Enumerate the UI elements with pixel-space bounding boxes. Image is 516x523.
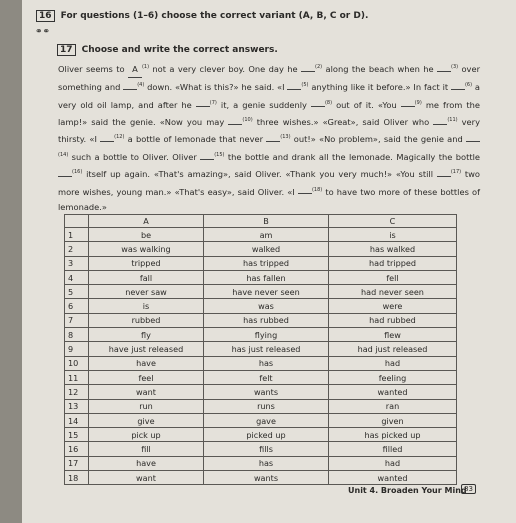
story-text: down. «What is this?» he said. «I	[144, 82, 288, 93]
blank-number: (14)	[58, 151, 69, 158]
answer-blank[interactable]	[433, 124, 447, 125]
answer-blank[interactable]: A	[128, 62, 142, 79]
option-a: run	[89, 399, 204, 413]
story-text: itself up again. «That's amazing», said Oliver. «Thank you very much!» «You still	[82, 168, 437, 179]
blank-number: (7)	[209, 99, 217, 106]
option-b: has fallen	[204, 270, 329, 284]
table-row	[65, 256, 457, 270]
row-number: 16	[65, 442, 89, 456]
story-text: anything like it before.» In fact it	[308, 82, 451, 93]
option-a: rubbed	[89, 313, 204, 327]
blank-number: (8)	[324, 99, 333, 106]
row-number: 2	[65, 242, 89, 256]
row-number: 1	[65, 228, 89, 242]
story-text: such a bottle to Oliver. Oliver	[68, 151, 201, 162]
option-b: has just released	[204, 342, 329, 356]
question-16-number: 16	[36, 10, 55, 22]
story-text: along the beach when he	[322, 63, 438, 74]
table-row	[65, 285, 457, 299]
row-number: 9	[65, 342, 89, 356]
option-a: feel	[89, 370, 204, 384]
option-c: has picked up	[329, 428, 457, 442]
option-a: want	[89, 471, 204, 485]
row-number: 15	[65, 428, 89, 442]
table-row	[65, 385, 457, 399]
answer-blank[interactable]	[401, 106, 415, 107]
option-b: flying	[204, 328, 329, 342]
question-16	[36, 10, 368, 22]
blank-number: (11)	[447, 117, 458, 124]
table-row	[65, 299, 457, 313]
option-a: was walking	[89, 242, 204, 256]
page-number: 83	[461, 484, 476, 494]
option-c: had	[329, 356, 457, 370]
option-c: wanted	[329, 471, 457, 485]
story-text: very thirsty. «I	[58, 116, 480, 145]
blank-number: (2)	[315, 64, 323, 70]
option-a: give	[89, 413, 204, 427]
blank-number: (4)	[137, 82, 145, 89]
option-b: was	[204, 299, 329, 313]
answer-options-table	[64, 214, 457, 485]
story-text: Oliver seems to	[58, 63, 128, 74]
answer-blank[interactable]	[58, 176, 72, 177]
blank-number: (18)	[311, 186, 323, 193]
table-row	[65, 228, 457, 242]
blank-number: (13)	[280, 134, 291, 141]
blank-number: (6)	[464, 82, 473, 89]
answer-blank[interactable]	[200, 159, 214, 160]
table-row	[65, 442, 457, 456]
blank-number: (1)	[141, 64, 150, 70]
story-text: it, a genie suddenly	[216, 99, 311, 110]
option-c: had tripped	[329, 256, 457, 270]
row-number: 10	[65, 356, 89, 370]
header-c: C	[329, 215, 457, 228]
option-b: walked	[204, 242, 329, 256]
answer-blank[interactable]	[298, 193, 312, 194]
table-row	[65, 342, 457, 356]
answer-blank[interactable]	[311, 106, 325, 107]
option-c: filled	[329, 442, 457, 456]
table-row	[65, 456, 457, 470]
option-a: be	[89, 228, 204, 242]
option-c: feeling	[329, 370, 457, 384]
option-b: gave	[204, 413, 329, 427]
row-number: 17	[65, 456, 89, 470]
audio-icon: ⚭⚭	[35, 27, 51, 37]
row-number: 13	[65, 399, 89, 413]
answer-blank[interactable]	[301, 71, 315, 72]
story-paragraph	[58, 60, 480, 215]
option-a: have just released	[89, 342, 204, 356]
table-row	[65, 270, 457, 284]
story-text: the bottle and drank all the lemonade. Magically the bottle	[224, 151, 480, 162]
story-text: a very old oil lamp, and after he	[58, 82, 480, 110]
option-b: have never seen	[204, 285, 329, 299]
blank-number: (3)	[451, 64, 459, 70]
story-text: over something and	[58, 63, 480, 93]
blank-number: (5)	[301, 82, 309, 89]
option-b: has tripped	[204, 256, 329, 270]
answer-blank[interactable]	[437, 71, 451, 72]
option-a: is	[89, 299, 204, 313]
option-c: has walked	[329, 242, 457, 256]
answer-blank[interactable]	[100, 141, 114, 142]
table-row	[65, 242, 457, 256]
table-row	[65, 471, 457, 485]
option-c: were	[329, 299, 457, 313]
table-row	[65, 399, 457, 413]
blank-number: (9)	[414, 99, 422, 106]
option-a: fall	[89, 270, 204, 284]
story-text: not a very clever boy. One day he	[149, 63, 302, 74]
story-text: a bottle of lemonade that never	[124, 134, 267, 145]
table-row	[65, 356, 457, 370]
option-b: has	[204, 456, 329, 470]
story-text: two more wishes, young man.» «That's easy», said Oliver. «I	[58, 168, 480, 197]
option-c: fell	[329, 270, 457, 284]
option-b: runs	[204, 399, 329, 413]
option-b: felt	[204, 370, 329, 384]
header-a: A	[89, 215, 204, 228]
option-c: wanted	[329, 385, 457, 399]
blank-number: (15)	[214, 151, 225, 158]
story-text: out!» «No problem», said the genie and	[290, 134, 467, 145]
row-number: 12	[65, 385, 89, 399]
option-a: fly	[89, 328, 204, 342]
option-a: have	[89, 356, 204, 370]
answer-blank[interactable]	[466, 141, 480, 142]
answer-blank[interactable]	[437, 176, 451, 177]
story-text: three wishes.» «Great», said Oliver who	[252, 116, 434, 127]
table-row	[65, 313, 457, 327]
option-b: has rubbed	[204, 313, 329, 327]
table-row	[65, 370, 457, 384]
question-17-number: 17	[57, 44, 76, 56]
question-17-text: Choose and write the correct answers.	[81, 45, 278, 55]
story-text: out of it. «You	[332, 99, 401, 110]
unit-footer: Unit 4. Broaden Your Mind	[348, 486, 467, 495]
blank-number: (12)	[114, 134, 125, 141]
table-header-row	[65, 215, 457, 228]
option-b: wants	[204, 471, 329, 485]
option-b: wants	[204, 385, 329, 399]
option-c: ran	[329, 399, 457, 413]
option-a: tripped	[89, 256, 204, 270]
option-a: have	[89, 456, 204, 470]
option-a: want	[89, 385, 204, 399]
row-number: 11	[65, 370, 89, 384]
answer-blank[interactable]	[287, 89, 301, 90]
option-a: pick up	[89, 428, 204, 442]
table-row	[65, 328, 457, 342]
option-c: flew	[329, 328, 457, 342]
table-row	[65, 428, 457, 442]
option-c: given	[329, 413, 457, 427]
story-text: to have two more of these bottles of lemonade.»	[58, 186, 481, 212]
option-b: fills	[204, 442, 329, 456]
row-number: 4	[65, 270, 89, 284]
option-b: has	[204, 356, 329, 370]
answer-blank[interactable]	[266, 141, 280, 142]
story-text: me from the lamp!» said the genie. «Now you may	[58, 99, 480, 127]
answer-blank[interactable]	[123, 89, 137, 90]
blank-number: (10)	[242, 117, 253, 124]
question-17	[57, 44, 278, 56]
option-c: is	[329, 228, 457, 242]
row-number: 5	[65, 285, 89, 299]
answer-blank[interactable]	[196, 106, 210, 107]
option-a: fill	[89, 442, 204, 456]
answer-blank[interactable]	[451, 89, 465, 90]
option-b: picked up	[204, 428, 329, 442]
option-c: had just released	[329, 342, 457, 356]
blank-number: (16)	[72, 169, 83, 176]
row-number: 18	[65, 471, 89, 485]
row-number: 8	[65, 328, 89, 342]
blank-number: (17)	[450, 169, 462, 176]
question-16-text: For questions (1–6) choose the correct variant (A, B, C or D).	[60, 11, 369, 21]
option-c: had never seen	[329, 285, 457, 299]
option-c: had rubbed	[329, 313, 457, 327]
answer-blank[interactable]	[228, 124, 242, 125]
option-b: am	[204, 228, 329, 242]
row-number: 3	[65, 256, 89, 270]
table-row	[65, 413, 457, 427]
option-a: never saw	[89, 285, 204, 299]
option-c: had	[329, 456, 457, 470]
row-number: 6	[65, 299, 89, 313]
header-b: B	[204, 215, 329, 228]
row-number: 14	[65, 413, 89, 427]
header-blank	[65, 215, 89, 228]
row-number: 7	[65, 313, 89, 327]
